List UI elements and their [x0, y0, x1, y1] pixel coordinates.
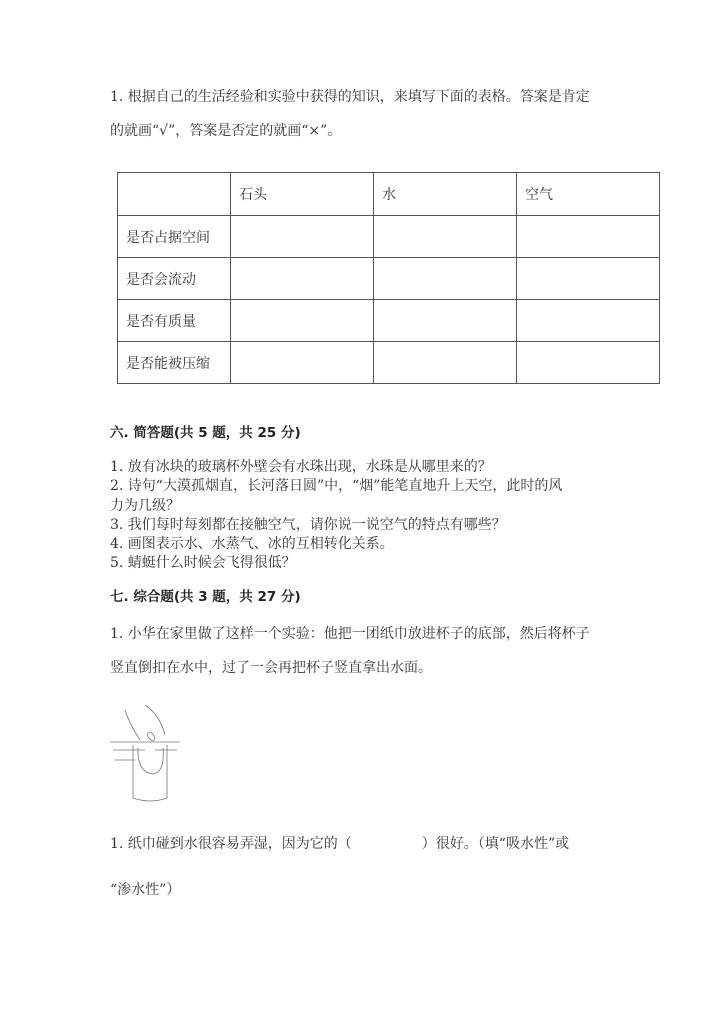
table-row	[118, 342, 660, 384]
answer-cell[interactable]	[517, 300, 660, 342]
table-row	[118, 300, 660, 342]
s6-item: 2. 诗句“大漠孤烟直，长河落日圆”中，“烟”能笔直地升上天空，此时的风	[110, 478, 563, 494]
cup-experiment-illustration	[105, 700, 185, 805]
s7-para1: 1. 小华在家里做了这样一个实验：他把一团纸巾放进杯子的底部，然后将杯子	[110, 626, 590, 642]
header-cell	[118, 173, 231, 216]
q1-line1: 1. 根据自己的生活经验和实验中获得的知识，来填写下面的表格。答案是肯定	[110, 89, 590, 105]
answer-cell[interactable]	[231, 258, 374, 300]
answer-cell[interactable]	[517, 258, 660, 300]
row-label: 是否能被压缩	[118, 342, 231, 384]
s6-item: 3. 我们每时每刻都在接触空气，请你说一说空气的特点有哪些？	[110, 517, 506, 533]
answer-cell[interactable]	[517, 342, 660, 384]
table-row	[118, 258, 660, 300]
table-header-row	[118, 173, 660, 216]
q1-line2: 的就画“√”，答案是否定的就画“×”。	[110, 123, 342, 139]
answer-cell[interactable]	[231, 216, 374, 258]
row-label: 是否有质量	[118, 300, 231, 342]
answer-cell[interactable]	[374, 300, 517, 342]
table-row	[118, 216, 660, 258]
s6-item: 5. 蜻蜓什么时候会飞得很低？	[110, 555, 296, 571]
answer-cell[interactable]	[374, 258, 517, 300]
section6-title: 六. 简答题(共 5 题，共 25 分)	[110, 425, 301, 441]
s6-item: 1. 放有冰块的玻璃杯外壁会有水珠出现，水珠是从哪里来的？	[110, 459, 492, 475]
header-cell: 空气	[517, 173, 660, 216]
answer-cell[interactable]	[374, 216, 517, 258]
s6-item: 力为几级？	[110, 498, 180, 514]
section7-title: 七. 综合题(共 3 题，共 27 分)	[110, 589, 301, 605]
answer-cell[interactable]	[374, 342, 517, 384]
s7-para2: 竖直倒扣在水中，过了一会再把杯子竖直拿出水面。	[110, 660, 432, 676]
answer-cell[interactable]	[231, 342, 374, 384]
s7-sub1-line1: 1. 纸巾碰到水很容易弄湿，因为它的（ ）很好。（填“吸水性”或	[110, 836, 570, 852]
header-cell: 水	[374, 173, 517, 216]
header-cell: 石头	[231, 173, 374, 216]
answer-cell[interactable]	[517, 216, 660, 258]
answer-cell[interactable]	[231, 300, 374, 342]
s7-sub1-line2: “渗水性”）	[110, 882, 181, 898]
s6-item: 4. 画图表示水、水蒸气、冰的互相转化关系。	[110, 536, 394, 552]
row-label: 是否占据空间	[118, 216, 231, 258]
row-label: 是否会流动	[118, 258, 231, 300]
answer-table	[117, 172, 660, 384]
